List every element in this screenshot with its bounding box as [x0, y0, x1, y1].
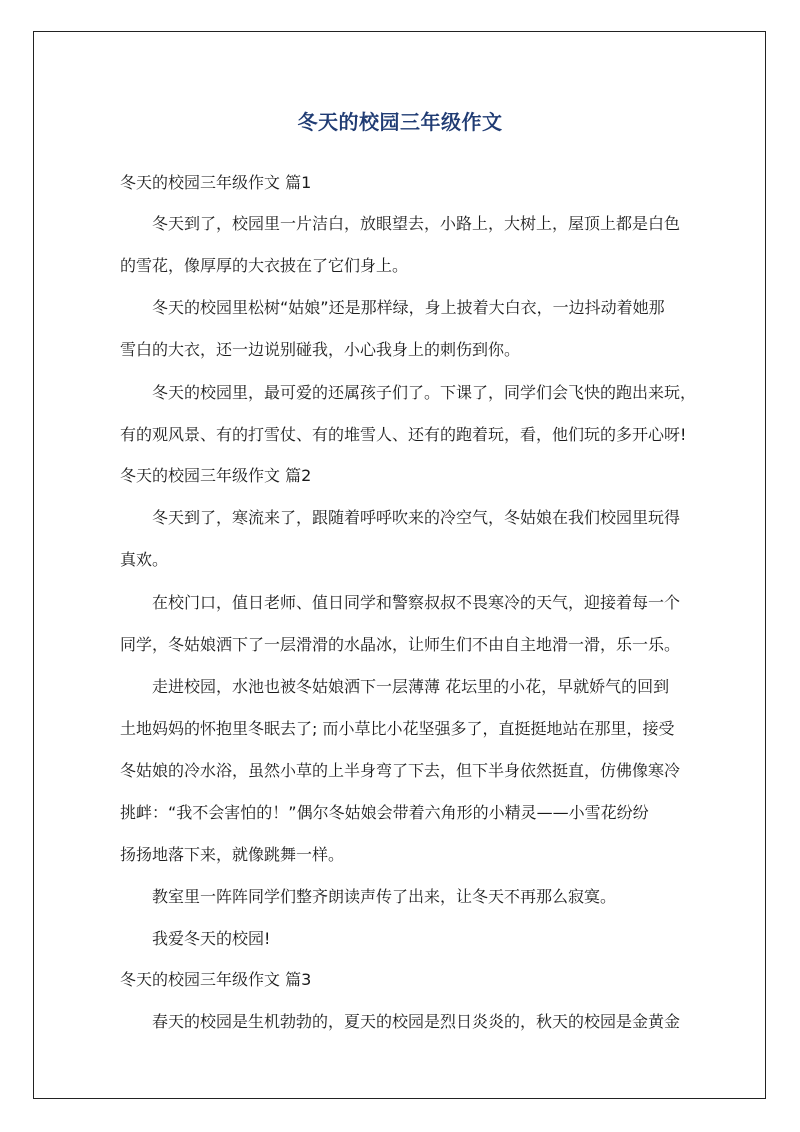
paragraph-line: 同学，冬姑娘洒下了一层滑滑的水晶冰，让师生们不由自主地滑一滑，乐一乐。 — [120, 635, 681, 654]
paragraph-line: 在校门口，值日老师、值日同学和警察叔叔不畏寒冷的天气，迎接着每一个 — [152, 593, 681, 612]
paragraph-line: 有的观风景、有的打雪仗、有的堆雪人、还有的跑着玩，看，他们玩的多开心呀! — [120, 425, 687, 444]
paragraph-line: 雪白的大衣，还一边说别碰我，小心我身上的刺伤到你。 — [120, 340, 521, 359]
paragraph-line: 挑衅：“我不会害怕的！”偶尔冬姑娘会带着六角形的小精灵——小雪花纷纷 — [120, 803, 649, 822]
paragraph-line: 冬天到了，校园里一片洁白，放眼望去，小路上，大树上，屋顶上都是白色 — [152, 214, 681, 233]
document-title: 冬天的校园三年级作文 — [297, 110, 503, 134]
paragraph-line: 的雪花，像厚厚的大衣披在了它们身上。 — [120, 256, 409, 275]
section-heading: 冬天的校园三年级作文 篇1 — [120, 173, 312, 192]
paragraph-line: 走进校园，水池也被冬姑娘洒下一层薄薄 花坛里的小花，早就娇气的回到 — [152, 677, 670, 696]
paragraph-line: 冬天的校园里松树“姑娘”还是那样绿，身上披着大白衣，一边抖动着她那 — [152, 298, 665, 317]
paragraph-line: 扬扬地落下来，就像跳舞一样。 — [120, 845, 345, 864]
paragraph-line: 真欢。 — [120, 550, 169, 569]
paragraph-line: 冬天的校园里，最可爱的还属孩子们了。下课了，同学们会飞快的跑出来玩， — [152, 383, 697, 402]
paragraph-line: 我爱冬天的校园! — [152, 929, 271, 948]
paragraph-line: 冬姑娘的冷水浴，虽然小草的上半身弯了下去，但下半身依然挺直，仿佛像寒冷 — [120, 761, 681, 780]
paragraph-line: 冬天到了，寒流来了，跟随着呼呼吹来的冷空气，冬姑娘在我们校园里玩得 — [152, 508, 681, 527]
paragraph-line: 春天的校园是生机勃勃的，夏天的校园是烈日炎炎的，秋天的校园是金黄金 — [152, 1012, 681, 1031]
paragraph-line: 教室里一阵阵同学们整齐朗读声传了出来，让冬天不再那么寂寞。 — [152, 887, 617, 906]
section-heading: 冬天的校园三年级作文 篇2 — [120, 466, 312, 485]
paragraph-line: 土地妈妈的怀抱里冬眠去了; 而小草比小花坚强多了，直挺挺地站在那里，接受 — [120, 719, 675, 738]
section-heading: 冬天的校园三年级作文 篇3 — [120, 970, 312, 989]
